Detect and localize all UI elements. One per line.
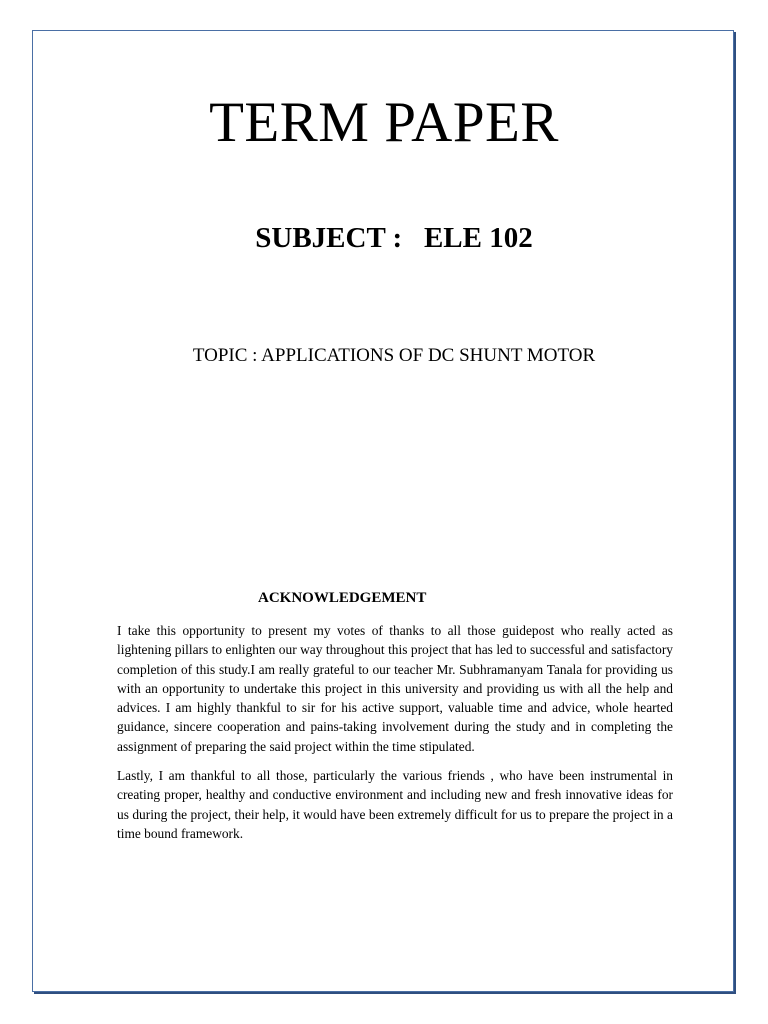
acknowledgement-body: [117, 621, 673, 853]
acknowledgement-paragraph: Lastly, I am thankful to all those, particularly the various friends , who have been instrumental in creating proper, healthy and conductive environment and including new and fresh innovative ideas for us during the project, their help, it would have been extremely difficult for us to prepare the project in a time bound framework.: [117, 768, 673, 841]
topic-line: TOPIC : APPLICATIONS OF DC SHUNT MOTOR: [192, 345, 596, 366]
document-title: TERM PAPER: [209, 91, 559, 154]
acknowledgement-paragraph: I take this opportunity to present my votes of thanks to all those guidepost who really acted as lightening pillars to enlighten our way throughout this project that has led to successful and satisfactory completion of this study.I am really grateful to our teacher Mr. Subhramanyam Tanala for providing us with an opportunity to undertake this project in this university and providing us with all the help and advices. I am highly thankful to sir for his active support, valuable time and advice, whole hearted guidance, sincere cooperation and pains-taking involvement during the study and in completing the assignment of preparing the said project within the time stipulated.: [117, 623, 673, 754]
subject-line: SUBJECT : ELE 102: [255, 222, 533, 254]
acknowledgement-heading: ACKNOWLEDGEMENT: [258, 590, 427, 606]
